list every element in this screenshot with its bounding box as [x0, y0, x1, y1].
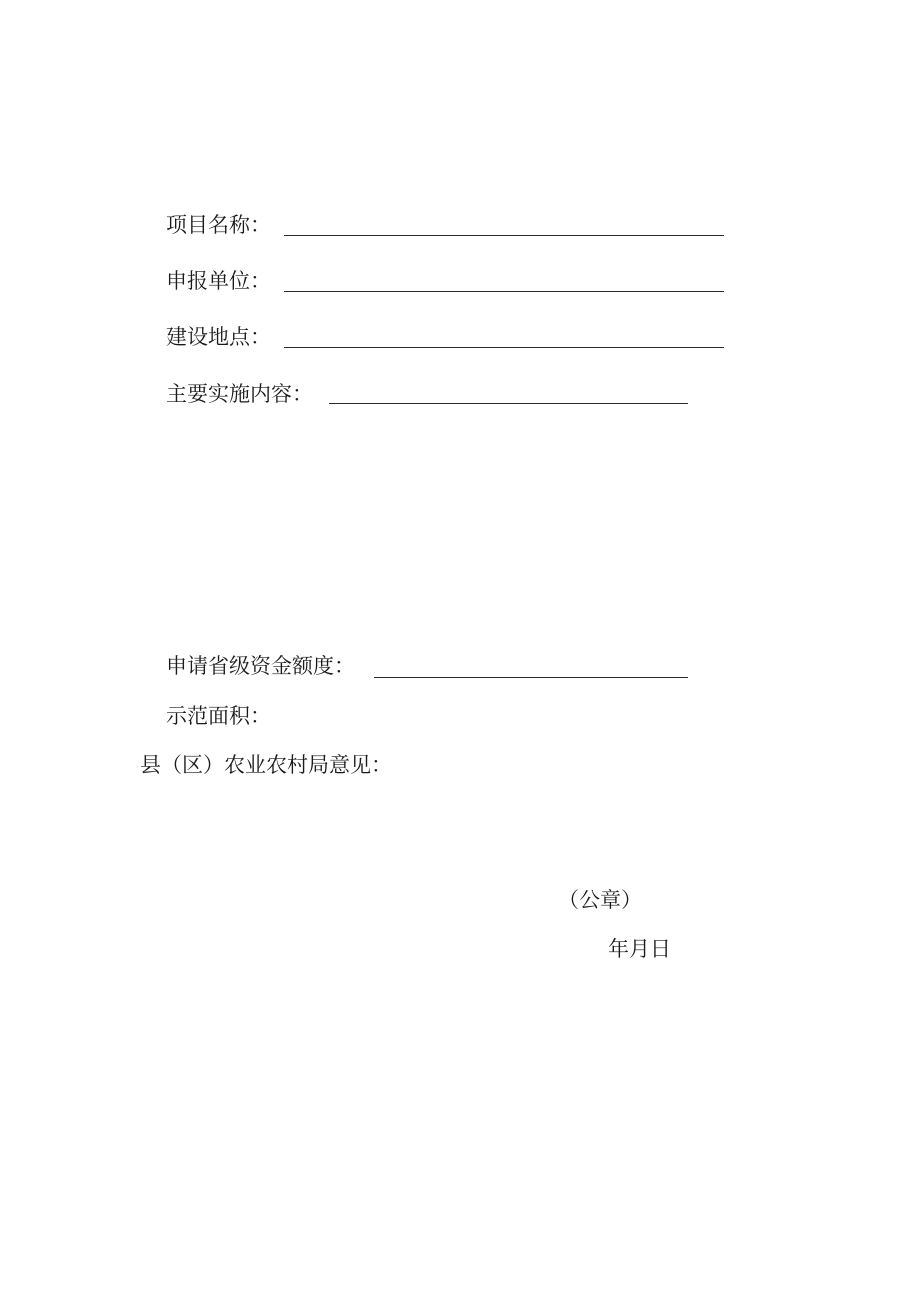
- applicant-field[interactable]: [284, 291, 724, 292]
- content-label: 主要实施内容：: [166, 382, 313, 406]
- location-label: 建设地点：: [166, 325, 271, 349]
- applicant-label: 申报单位：: [166, 269, 271, 293]
- area-label: 示范面积：: [166, 704, 271, 728]
- location-field[interactable]: [284, 347, 724, 348]
- date-label: 年月日: [608, 937, 671, 961]
- opinion-label: 县（区）农业农村局意见：: [140, 753, 392, 777]
- funding-label: 申请省级资金额度：: [166, 654, 355, 678]
- funding-field[interactable]: [374, 677, 688, 678]
- project-name-field[interactable]: [284, 235, 724, 236]
- content-field[interactable]: [329, 403, 688, 404]
- seal-label: （公章）: [558, 888, 642, 912]
- project-name-label: 项目名称：: [166, 213, 271, 237]
